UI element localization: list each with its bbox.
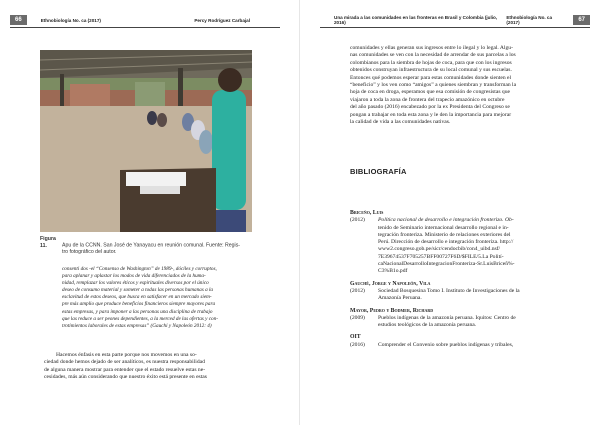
reference-entry	[350, 281, 570, 303]
reference-entry	[350, 334, 570, 349]
quote-line: estas empresas, y para imponer a las personas una disciplina de trabajo	[62, 308, 213, 315]
figure-label: Figura 11.	[40, 236, 56, 249]
right-article-title: Una mirada a las comunidades en las fronteras en Brasil y Colombia (julio, 2016)	[334, 15, 498, 25]
reference-line: tegración fronteriza. Ministerio de relaciones exteriores del	[378, 231, 511, 238]
reference-line: caNacionalDesarrolloIntegracionFronteriza-Sr.LuisBriceñ%-	[378, 261, 515, 268]
quote-line: trotimientos laborales de estas empresas” (Gauchi y Napoleón 2012: 4)	[62, 322, 212, 329]
body-line: ciedad donde hemos dejado de ser analíticos, es nuestra responsabilidad	[44, 359, 205, 366]
left-header-rule	[10, 27, 280, 28]
right-page-number: 67	[573, 15, 590, 25]
reference-text	[378, 342, 570, 349]
reference-line: Perú. Dirección de desarrollo e integración fronteriza. http://	[378, 239, 514, 246]
reference-text	[378, 315, 570, 330]
body-line: Hacemos énfasis en esta parte porque nos movemos en una so-	[56, 352, 197, 358]
reference-year: (2009)	[350, 314, 365, 321]
body-line: obtenidos construyan infraestructura de su local comunal y sus escuelas.	[350, 67, 512, 74]
quote-line: que las reduce a ser peones dependientes, a la merced de las ofertas y con-	[62, 315, 218, 322]
body-line: cesidades, más aún considerando que nuestro éxito está presente en estas	[44, 373, 207, 380]
left-journal-title: Ethnobiología No. ca (2017)	[40, 17, 101, 23]
reference-line: Pueblos indígenas de la amazonía peruana. Iquitos: Centro de	[378, 314, 516, 321]
figure-caption-line-2: tro fotográfico del autor.	[62, 249, 117, 256]
quote-line: deseo de consumo material y someter a todas las personas humanas a la	[62, 287, 214, 294]
reference-year: (2016)	[350, 341, 365, 348]
body-line: hoja de coca en droga, esperamos que esa comisión de congresistas que	[350, 89, 510, 96]
reference-text	[378, 288, 570, 303]
body-line: comunidades y ellas generan sus ingresos entre lo ilegal y lo legal. Algu-	[350, 45, 513, 51]
body-line: del año pasado (2016) encabezado por la ex Presidenta del Congreso se	[350, 104, 510, 111]
quote-line: consenti dos -el “Consenso de Washington” de 1989-, dóciles y corruptos,	[62, 266, 217, 272]
body-line: nas comunidades se ven con la necesidad de arrendar de sus parcelas a los	[350, 52, 516, 59]
reference-line: C3%B1o.pdf	[378, 268, 408, 275]
bibliography-heading: BIBLIOGRAFÍA	[350, 167, 407, 176]
figure-caption	[40, 236, 260, 256]
quote-line: pre más amplio que produce beneficios financieros siempre mayores para	[62, 301, 216, 308]
body-line: pongan a trabajar en toda esta zona y le den la importancia para mejorar	[350, 111, 512, 118]
reference-line: Amazonía Peruana.	[378, 295, 422, 302]
photo-illustration	[40, 50, 252, 232]
reference-line: www2.congreso.gob.pe/sicr/cendocbib/con4_uibd.nsf/	[378, 246, 501, 253]
right-journal-title: Ethnobiología No. ca (2017)	[506, 15, 553, 25]
body-line: la calidad de vida a las comunidades nativas.	[350, 119, 451, 126]
body-line: viajaron a toda la zona de frontera del trapecio amazónico en octubre	[350, 96, 505, 103]
reference-line: tenido de Seminario internacional desarrollo regional e in-	[378, 224, 509, 231]
reference-entry	[350, 308, 570, 330]
reference-line: 7E39674537F705257BFF00727F6D/$FILE/5.La Polití-	[378, 253, 504, 260]
body-line: “beneficio” y los ven como “amigos” a quienes siembran y transforman la	[350, 82, 517, 89]
quote-line: nidad, remplazar los valores éticos y espirituales diversos por el único	[62, 280, 209, 287]
quote-line: para aplanar y aplastar los modos de vida diferenciados de la huma-	[62, 273, 206, 280]
reference-line: Comprender el Convenio sobre pueblos indígenas y tribales,	[378, 341, 514, 348]
left-running-head	[10, 14, 280, 26]
left-author-name: Percy Rodríguez Carbajal	[194, 17, 250, 23]
figure-caption-line-1: Apu de la CCNN. San José de Yanayacu en reunión comunal. Fuente: Regis-	[62, 242, 241, 249]
community-meeting-photo	[40, 50, 252, 232]
reference-author: OIT	[350, 334, 361, 341]
reference-author: Briceño, Luis	[350, 210, 384, 216]
left-body-text	[44, 352, 262, 381]
reference-text	[378, 217, 570, 275]
reference-list	[350, 210, 570, 354]
right-body-text	[350, 45, 568, 126]
reference-year: (2012)	[350, 287, 365, 294]
reference-author: Mayor, Pedro y Bodmer, Richard	[350, 307, 434, 314]
right-running-head	[320, 14, 590, 26]
body-line: Entonces qué podemos esperar para estas comunidades donde sienten el	[350, 74, 512, 81]
body-line: colombianos para la siembra de hojas de coca, para que con los ingresos	[350, 59, 512, 66]
right-page	[300, 0, 600, 425]
right-header-rule	[320, 27, 590, 28]
left-page-number: 66	[10, 15, 27, 25]
reference-line: estudios teológicos de la amazonía peruana.	[378, 322, 477, 329]
block-quote	[62, 266, 262, 330]
reference-line: Sociedad Bosquesina Tomo I. Instituto de Investigaciones de la	[378, 287, 520, 294]
reference-entry	[350, 210, 570, 276]
reference-line: Política nacional de desarrollo e integración fronterizo. Ob-	[378, 217, 514, 224]
reference-author: Gauché, Jorge y Napoleón, Vila	[350, 280, 431, 287]
reference-year: (2012)	[350, 217, 365, 224]
body-line: de alguna manera mostrar para entender que el estado resuelve estas ne-	[44, 366, 206, 373]
quote-line: esclavitud de estos deseos, que busca en satisfacer en un mercado siem-	[62, 294, 212, 301]
